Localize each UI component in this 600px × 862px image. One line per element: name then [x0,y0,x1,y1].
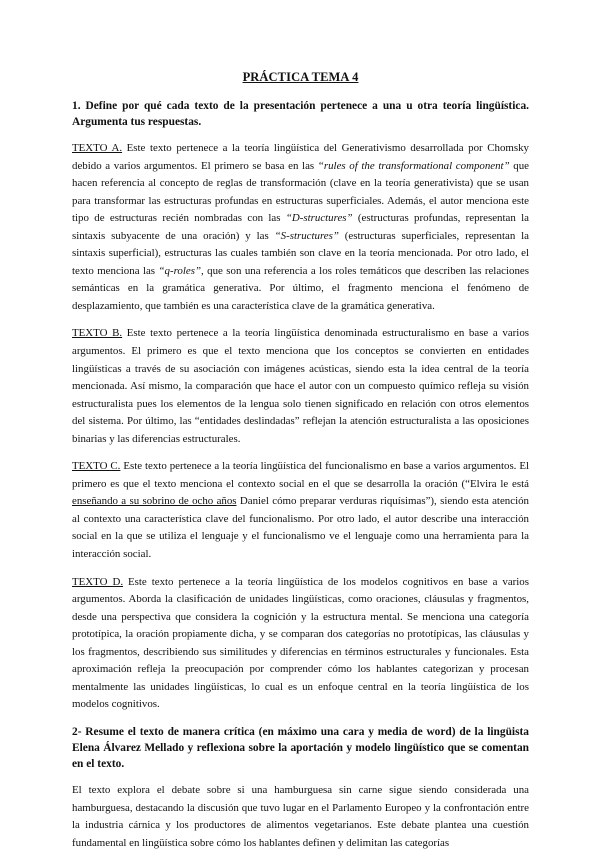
texto-c-underlined: enseñando a su sobrino de ocho años [72,495,237,508]
texto-a-italic-3: “S-structures” [274,229,339,242]
texto-a-text-3: (estructuras profundas, representan la sintaxis subyacente de una oración) y las [72,212,529,242]
question-2: 2- Resume el texto de manera crítica (en máximo una cara y media de word) de la lingüista Elena Álvarez Mellado y reflexiona sobre la aportación y modelo lingüístico que se comentan en el texto. [72,725,529,770]
texto-a-label: TEXTO A. [72,142,123,154]
texto-a-italic-1: “rules of the transformational component” [317,159,510,172]
texto-c-text-2: Daniel cómo preparar verduras riquísimas”), siendo esta atención al contexto una característica clave del funcionalismo. Por otro lado, el autor describe una interacción social en la que se utiliza el lenguaje y el funcionalismo ve el lenguaje como una herramienta para la interacción social. [72,495,529,561]
texto-b-paragraph [72,325,529,448]
texto-a-text-2: que hacen referencia al concepto de reglas de transformación (clave en la teoría generativista) que se usan para transformar las estructuras profundas en estructuras superficiales. Además, el autor menciona este tipo de estructuras recién nombradas con las [72,159,530,225]
texto-a-paragraph [72,140,529,315]
texto-a-italic-2: “D-structures” [285,212,353,225]
document-title: PRÁCTICA TEMA 4 [242,70,359,84]
texto-c-paragraph [72,458,529,563]
texto-c-label: TEXTO C. [72,460,121,473]
texto-d-text-1: Este texto pertenece a la teoría lingüística de los modelos cognitivos en base a varios argumentos. Aborda la clasificación de unidades lingüísticas, como oraciones, cláusulas y fragmentos, desde una perspectiva que considera la cognición y la estructura mental. Se menciona una categoría prototípica, la oración propiamente dicha, y se comparan dos categorías no prototípicas, las cláusulas y los fragmentos, describiendo sus similitudes y diferencias en términos estructurales y funcionales. Esta aproximación refleja la preocupación por comprender cómo los hablantes categorizan y procesan mentalmente las unidades lingüísticas, lo cual es un enfoque central en la teoría lingüística de los modelos cognitivos. [72,575,529,711]
texto-a-text-4: (estructuras superficiales, representan la sintaxis superficial), estructuras las cuales también son clave en la teoría mencionada. Por otro lado, el texto menciona las [72,229,530,277]
texto-b-label: TEXTO B. [72,327,123,340]
texto-a-text-5: , que son una referencia a los roles temáticos que describen las relaciones semánticas en la gramática generativa. Por último, el fragmento menciona el fenómeno de desplazamiento, que también es una característica clave de la gramática generativa. [72,264,529,312]
document-page [72,70,529,862]
summary-paragraph: El texto explora el debate sobre si una hamburguesa sin carne sigue siendo considerada una hamburguesa, destacando la discusión que tuvo lugar en el Parlamento Europeo y la confrontación entre la industria cárnica y los productores de alimentos vegetarianos. Este debate plantea una cuestión fundamental en lingüística sobre cómo los hablantes definen y delimitan las categorías [72,783,529,849]
question-1: 1. Define por qué cada texto de la presentación pertenece a una u otra teoría lingüística. Argumenta tus respuestas. [72,100,529,128]
texto-a-text-1: Este texto pertenece a la teoría lingüística del Generativismo desarrollada por Chomsky debido a varios argumentos. El primero se basa en las [72,142,530,172]
texto-d-label: TEXTO D. [72,575,124,588]
texto-c-text-1: Este texto pertenece a la teoría lingüística del funcionalismo en base a varios argumentos. El primero es que el texto menciona el contexto social en el que se desarrolla la oración (“Elvira le está [72,460,530,490]
texto-d-paragraph [72,574,529,714]
texto-b-text-1: Este texto pertenece a la teoría lingüística denominada estructuralismo en base a varios argumentos. El primero es que el texto menciona que los conceptos se convierten en entidades lingüísticas a través de su asociación con imágenes acústicas, siendo esta la idea central de la teoría mencionada. Así mismo, la comparación que hace el autor con un compuesto químico refleja su visión estructuralista pues los elementos de la lengua solo tienen significado en relación con otros elementos del sistema. Por último, las “entidades deslindadas” reflejan la atención estructuralista a las oposiciones binarias y las diferencias estructurales. [72,327,529,445]
texto-a-italic-4: “q-roles” [158,264,202,277]
